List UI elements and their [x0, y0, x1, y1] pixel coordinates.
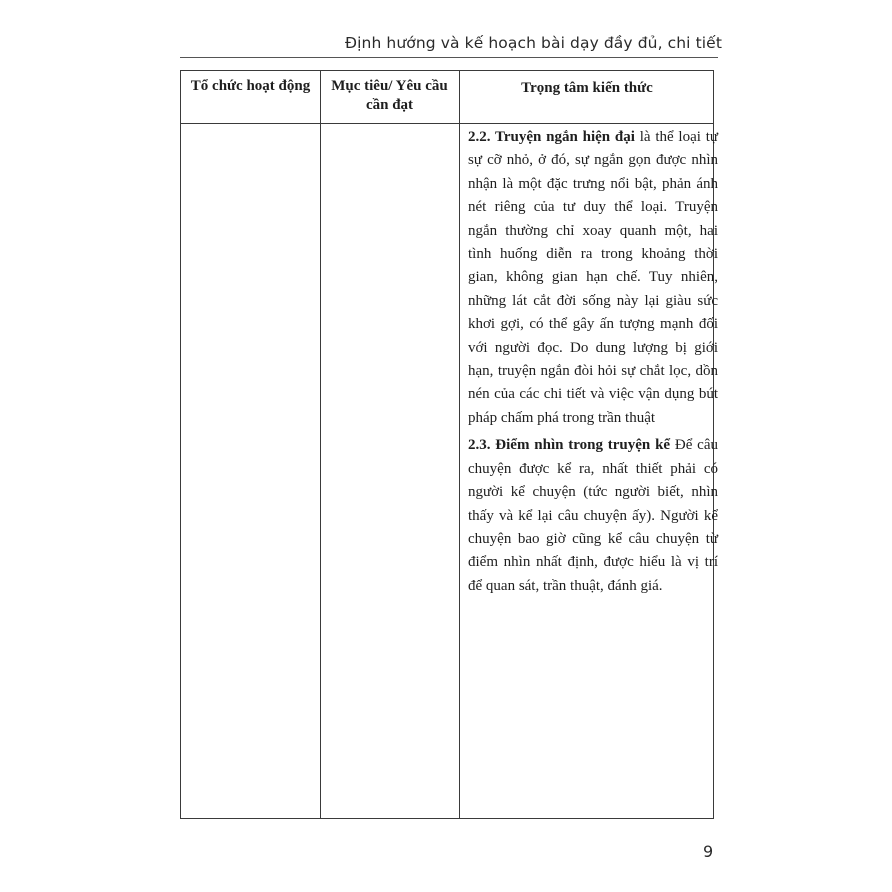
header-objectives: Mục tiêu/ Yêu cầu cần đạt: [331, 78, 448, 113]
section-narrative-viewpoint: [468, 434, 718, 598]
section-modern-short-story: [468, 126, 718, 430]
key-knowledge-cell: [468, 126, 718, 598]
section-text: là thể loại tự sự cỡ nhỏ, ở đó, sự ngắn gọn được nhìn nhận là một đặc trưng nổi bật, phản ánh nét riêng của tư duy thể loại. Truyện ngắn thường chỉ xoay quanh một, hai tình huống diễn ra trong khoảng thời gian, không gian hạn chế. Tuy nhiên, những lát cắt đời sống này lại giàu sức khơi gợi, có thể gây ấn tượng mạnh đối với người đọc. Do dung lượng bị giới hạn, truyện ngắn đòi hỏi sự chắt lọc, dồn nén của các chi tiết và việc vận dụng bút pháp chấm phá trong trần thuật: [468, 129, 718, 426]
section-heading: 2.3. Điểm nhìn trong truyện kể: [468, 437, 671, 454]
header-key-knowledge: Trọng tâm kiến thức: [521, 80, 653, 96]
section-heading: 2.2. Truyện ngắn hiện đại: [468, 129, 635, 145]
header-row-divider: [181, 123, 713, 124]
header-activity-organization: Tổ chức hoạt động: [190, 78, 311, 94]
lesson-table: [180, 70, 718, 819]
section-text: Để câu chuyện được kể ra, nhất thiết phải có người kể chuyện (tức người biết, nhìn thấy và kể lại câu chuyện ấy). Người kể chuyện bao giờ cũng kể câu chuyện từ điểm nhìn nhất định, được hiểu là vị trí để quan sát, trần thuật, đánh giá.: [468, 437, 718, 594]
column-divider-2: [459, 71, 460, 818]
header-rule: [180, 57, 718, 58]
column-divider-1: [320, 71, 321, 818]
running-header: Định hướng và kế hoạch bài dạy đầy đủ, chi tiết: [345, 34, 722, 52]
page-number: 9: [703, 842, 714, 861]
